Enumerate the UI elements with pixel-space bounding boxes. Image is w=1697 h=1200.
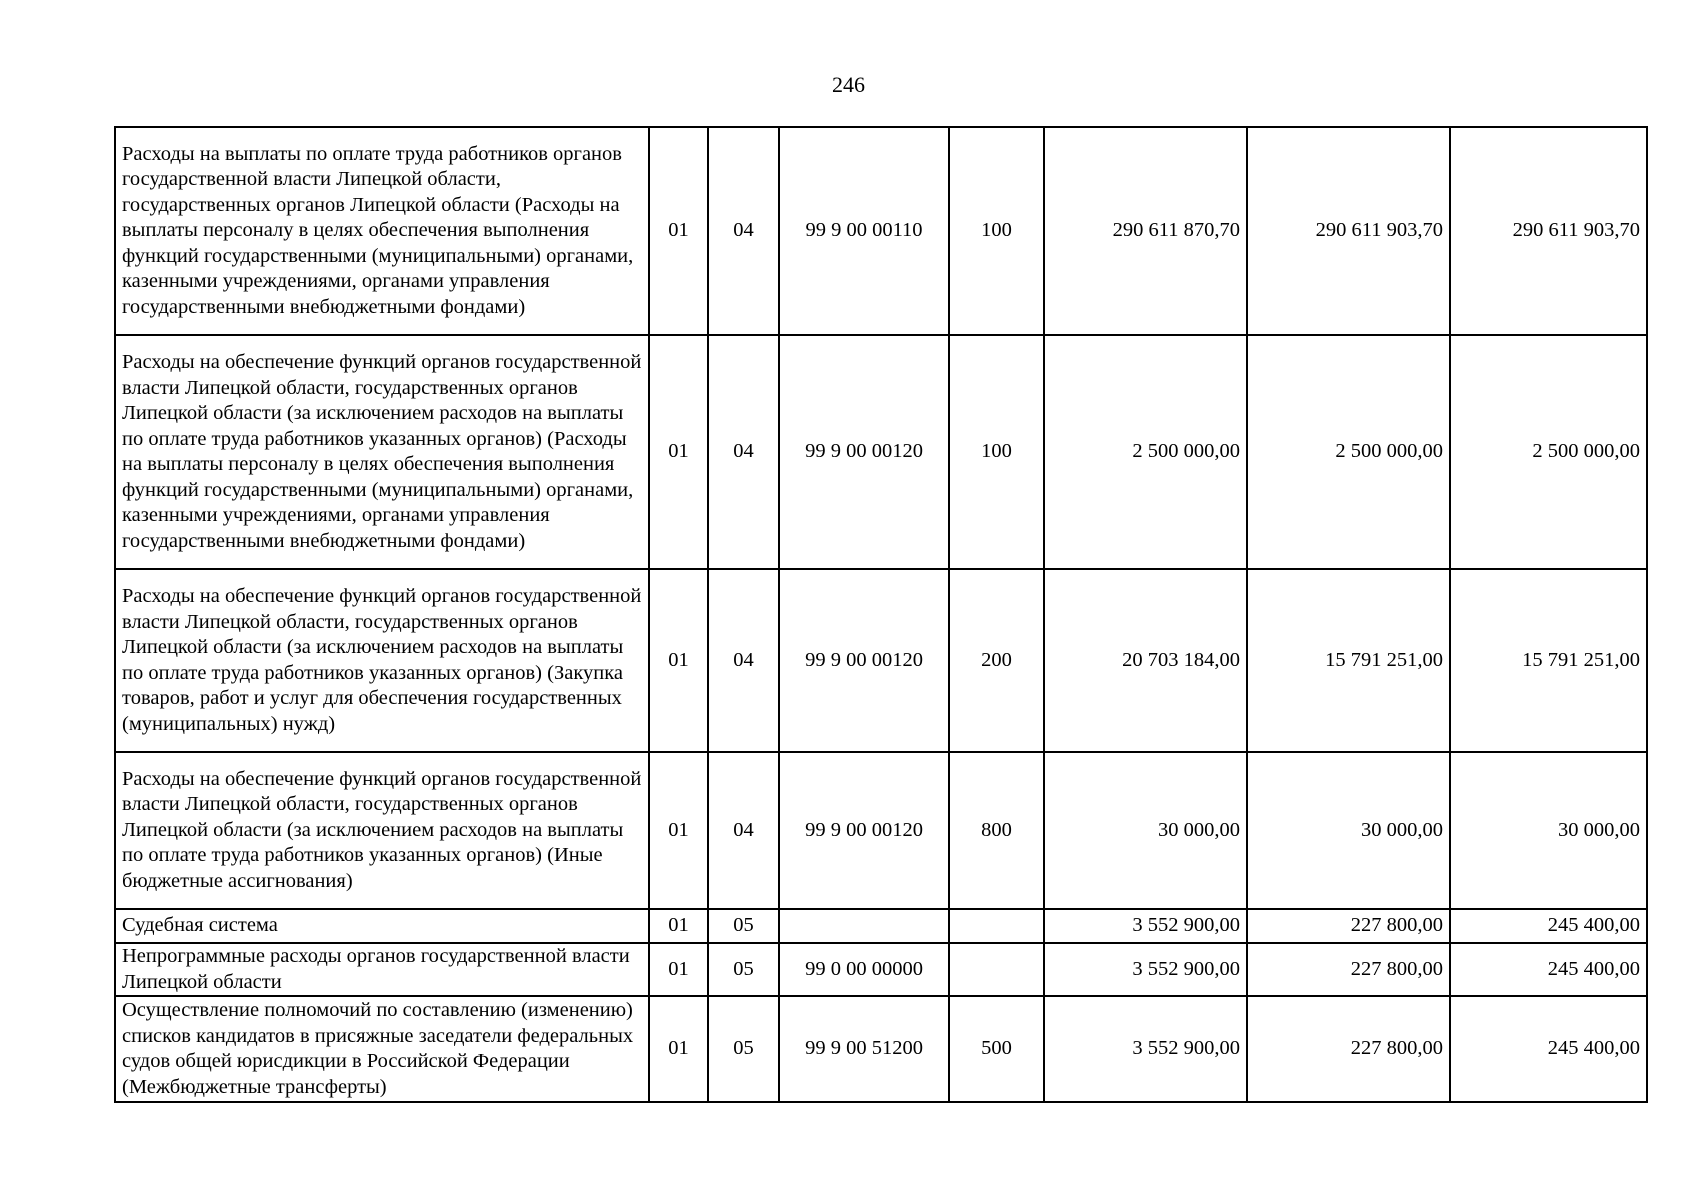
expense-name-cell: Расходы на выплаты по оплате труда работников органов государственной власти Липецкой области, государственных органов Липецкой области (Расходы на выплаты персоналу в целях обеспечения выполнения функций государственными (муниципальными) органами, казенными учреждениями, органами управления государственными внебюджетными фондами) [115,127,649,335]
table-row [115,943,1647,996]
expense-name-cell: Судебная система [115,909,649,943]
target-article-cell: 99 9 00 51200 [779,996,949,1102]
expense-type-cell: 800 [949,752,1044,909]
amount-year1-cell: 20 703 184,00 [1044,569,1247,752]
table-row [115,996,1647,1102]
expense-type-cell: 500 [949,996,1044,1102]
section-code-cell: 01 [649,569,708,752]
subsection-code-cell: 04 [708,127,779,335]
target-article-cell: 99 0 00 00000 [779,943,949,996]
subsection-code-cell: 05 [708,943,779,996]
subsection-code-cell: 04 [708,569,779,752]
amount-year1-cell: 3 552 900,00 [1044,996,1247,1102]
table-row [115,127,1647,335]
amount-year2-cell: 227 800,00 [1247,996,1450,1102]
subsection-code-cell: 04 [708,752,779,909]
expense-name-cell: Расходы на обеспечение функций органов государственной власти Липецкой области, государственных органов Липецкой области (за исключением расходов на выплаты по оплате труда работников указанных органов) (Закупка товаров, работ и услуг для обеспечения государственных (муниципальных) нужд) [115,569,649,752]
expense-type-cell: 200 [949,569,1044,752]
expense-name-cell: Расходы на обеспечение функций органов государственной власти Липецкой области, государственных органов Липецкой области (за исключением расходов на выплаты по оплате труда работников указанных органов) (Расходы на выплаты персоналу в целях обеспечения выполнения функций государственными (муниципальными) органами, казенными учреждениями, органами управления государственными внебюджетными фондами) [115,335,649,569]
table-row [115,752,1647,909]
amount-year3-cell: 290 611 903,70 [1450,127,1647,335]
section-code-cell: 01 [649,127,708,335]
page-number: 246 [832,72,865,97]
expense-name-cell: Непрограммные расходы органов государственной власти Липецкой области [115,943,649,996]
target-article-cell: 99 9 00 00120 [779,335,949,569]
amount-year1-cell: 3 552 900,00 [1044,909,1247,943]
amount-year2-cell: 227 800,00 [1247,909,1450,943]
amount-year3-cell: 15 791 251,00 [1450,569,1647,752]
subsection-code-cell: 04 [708,335,779,569]
expense-type-cell: 100 [949,335,1044,569]
section-code-cell: 01 [649,752,708,909]
amount-year3-cell: 245 400,00 [1450,996,1647,1102]
table-row [115,569,1647,752]
table-row [115,909,1647,943]
section-code-cell: 01 [649,996,708,1102]
expense-type-cell: 100 [949,127,1044,335]
section-code-cell: 01 [649,909,708,943]
amount-year1-cell: 30 000,00 [1044,752,1247,909]
target-article-cell [779,909,949,943]
amount-year1-cell: 2 500 000,00 [1044,335,1247,569]
section-code-cell: 01 [649,335,708,569]
amount-year2-cell: 15 791 251,00 [1247,569,1450,752]
expense-name-cell: Расходы на обеспечение функций органов государственной власти Липецкой области, государственных органов Липецкой области (за исключением расходов на выплаты по оплате труда работников указанных органов) (Иные бюджетные ассигнования) [115,752,649,909]
target-article-cell: 99 9 00 00120 [779,752,949,909]
expense-type-cell [949,909,1044,943]
amount-year3-cell: 245 400,00 [1450,943,1647,996]
amount-year3-cell: 245 400,00 [1450,909,1647,943]
amount-year1-cell: 3 552 900,00 [1044,943,1247,996]
target-article-cell: 99 9 00 00120 [779,569,949,752]
expense-type-cell [949,943,1044,996]
subsection-code-cell: 05 [708,996,779,1102]
amount-year2-cell: 30 000,00 [1247,752,1450,909]
table-body [115,127,1647,1102]
amount-year3-cell: 2 500 000,00 [1450,335,1647,569]
budget-table [114,126,1648,1103]
amount-year2-cell: 2 500 000,00 [1247,335,1450,569]
amount-year2-cell: 227 800,00 [1247,943,1450,996]
subsection-code-cell: 05 [708,909,779,943]
target-article-cell: 99 9 00 00110 [779,127,949,335]
table-row [115,335,1647,569]
amount-year1-cell: 290 611 870,70 [1044,127,1247,335]
amount-year3-cell: 30 000,00 [1450,752,1647,909]
amount-year2-cell: 290 611 903,70 [1247,127,1450,335]
section-code-cell: 01 [649,943,708,996]
expense-name-cell: Осуществление полномочий по составлению (изменению) списков кандидатов в присяжные заседатели федеральных судов общей юрисдикции в Российской Федерации (Межбюджетные трансферты) [115,996,649,1102]
